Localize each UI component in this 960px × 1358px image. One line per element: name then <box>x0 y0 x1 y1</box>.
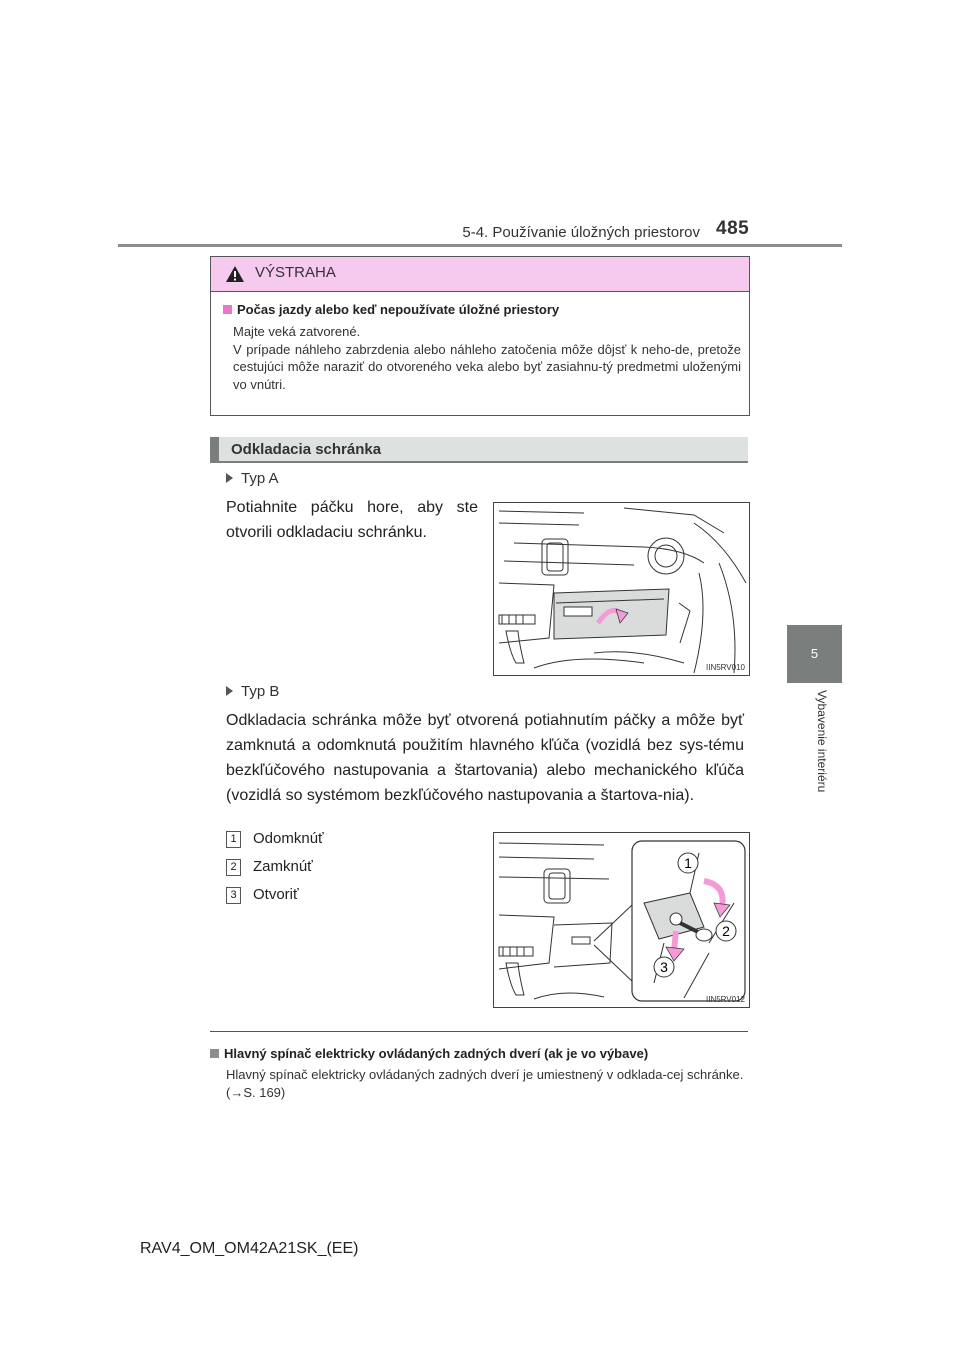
warning-box <box>210 256 750 416</box>
callout-2: 2 <box>722 923 730 939</box>
header-rule <box>118 244 842 247</box>
list-item-open <box>226 886 299 904</box>
item-number: 3 <box>226 887 241 904</box>
list-item-unlock <box>226 830 324 848</box>
triangle-bullet-icon <box>226 473 233 483</box>
note-heading <box>210 1046 648 1061</box>
callout-3: 3 <box>660 959 668 975</box>
document-code: RAV4_OM_OM42A21SK_(EE) <box>140 1240 359 1257</box>
triangle-bullet-icon <box>226 686 233 696</box>
warning-heading <box>223 302 559 317</box>
warning-text <box>233 323 741 393</box>
chapter-tab-label: Vybavenie interiéru <box>815 690 829 793</box>
warning-triangle-icon <box>225 265 245 283</box>
type-b-label <box>226 683 279 700</box>
chapter-tab: 5 <box>787 625 842 683</box>
note-text: Hlavný spínač elektricky ovládaných zadných dverí je umiestnený v odklada-cej schránke. (→S. 169) <box>226 1067 744 1100</box>
section-title: Odkladacia schránka <box>231 441 382 458</box>
glovebox-type-a-illustration <box>494 503 749 675</box>
warning-header <box>211 257 749 292</box>
callout-1: 1 <box>684 855 692 871</box>
type-b-label-text: Typ B <box>241 683 280 700</box>
bullet-square-icon <box>223 305 232 314</box>
running-header-section: 5-4. Používanie úložných priestorov <box>462 224 700 241</box>
type-a-label <box>226 470 279 487</box>
bullet-square-icon <box>210 1049 219 1058</box>
warning-heading-text: Počas jazdy alebo keď nepoužívate úložné priestory <box>237 302 560 317</box>
figure-code: IIN5RV010 <box>706 663 745 672</box>
note-rule <box>210 1031 748 1032</box>
glovebox-type-b-illustration <box>494 833 749 1007</box>
item-number: 2 <box>226 859 241 876</box>
note-heading-text: Hlavný spínač elektricky ovládaných zadných dverí (ak je vo výbave) <box>224 1046 649 1061</box>
item-label: Odomknúť <box>253 830 324 847</box>
figure-type-b <box>493 832 750 1008</box>
list-item-lock <box>226 858 313 876</box>
item-label: Zamknúť <box>253 858 313 875</box>
warning-line-2: V prípade náhleho zabrzdenia alebo náhleho zatočenia môže dôjsť k neho-de, pretože cestujúci môže naraziť do otvoreného veka alebo byť zasiahnu-tý predmetmi uloženými vo vnútri. <box>233 341 741 392</box>
type-a-text: Potiahnite páčku hore, aby ste otvorili odkladaciu schránku. <box>226 499 478 541</box>
warning-line-1: Majte veká zatvorené. <box>233 324 361 339</box>
page-number: 485 <box>716 218 750 239</box>
section-header <box>210 437 748 463</box>
figure-type-a <box>493 502 750 676</box>
type-b-text: Odkladacia schránka môže byť otvorená potiahnutím páčky a môže byť zamknutá a odomknutá použitím hlavného kľúča (vozidlá bez sys-tému bezkľúčového nastupovania a štartovania) alebo mechanického kľúča (vozidlá so systémom bezkľúčového nastupovania a štartova-nia). <box>226 712 744 804</box>
type-a-label-text: Typ A <box>241 470 279 487</box>
item-number: 1 <box>226 831 241 848</box>
item-label: Otvoriť <box>253 886 299 903</box>
figure-code: IIN5RV012 <box>706 995 745 1004</box>
warning-title: VÝSTRAHA <box>255 264 336 281</box>
